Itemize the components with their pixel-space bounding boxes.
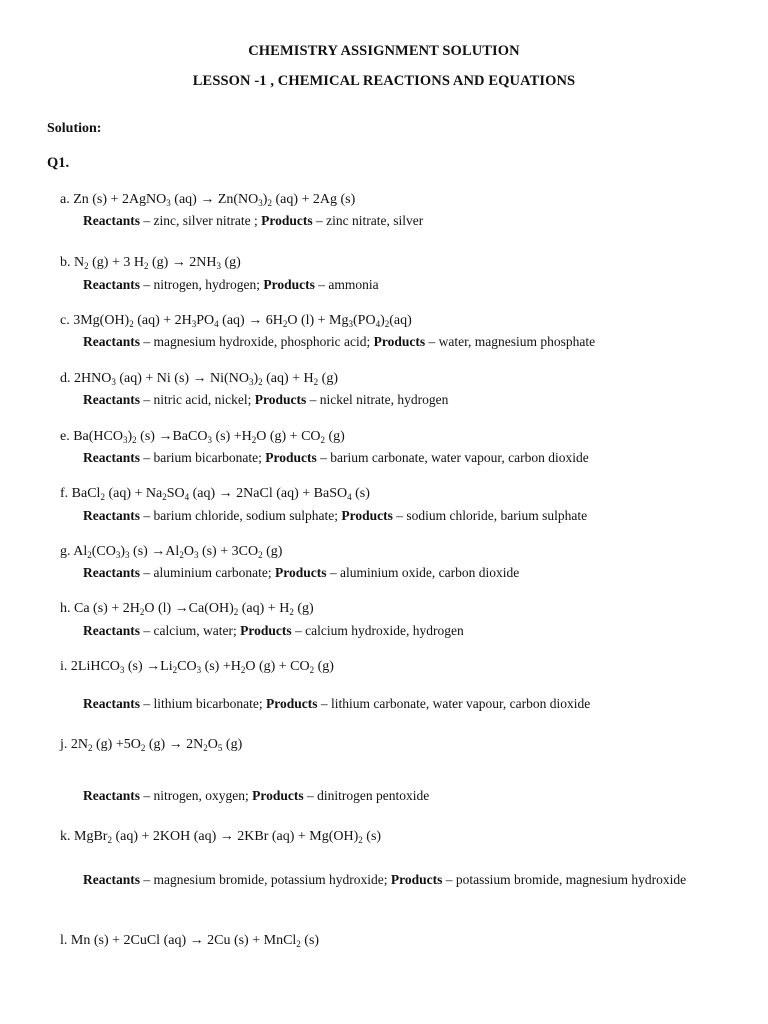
products-value: dinitrogen pentoxide (317, 788, 430, 803)
subscript: 2 (258, 550, 263, 560)
reactants-label: Reactants (83, 508, 140, 523)
chemical-equation: $N_2$ (g) + 3 $H_2$ $(g) \to 2NH_3$ (g) (74, 255, 241, 271)
subscript: 3 (119, 665, 125, 675)
reactants-label: Reactants (83, 565, 140, 580)
subscript: 3 (216, 261, 222, 271)
subscript: 2 (258, 377, 263, 387)
reactants-label: Reactants (83, 334, 140, 349)
reaction-description: Reactants – barium chloride, sodium sulphate; Products – sodium chloride, barium sulphate (83, 508, 588, 523)
subscript: 3 (348, 319, 353, 329)
item-marker: h. (60, 601, 74, 616)
subscript: 3 (166, 198, 171, 208)
reactants-label: Reactants (83, 213, 140, 228)
products-label: Products (341, 508, 393, 523)
subscript: 3 (207, 435, 212, 445)
products-label: Products (254, 392, 307, 407)
subscript: 2 (129, 319, 134, 329)
item-marker: a. (60, 192, 74, 207)
subscript: 2 (320, 435, 326, 445)
subscript: 2 (240, 665, 246, 675)
equation-line (60, 371, 338, 387)
reactants-value: lithium bicarbonate; (153, 696, 266, 711)
subscript: 2 (251, 435, 257, 445)
equation-line (60, 933, 319, 949)
item-marker: f. (60, 486, 72, 501)
reactants-label: Reactants (83, 277, 140, 292)
subscript: 3 (248, 377, 254, 387)
reactants-value: nitric acid, nickel; (153, 392, 255, 407)
products-value: nickel nitrate, hydrogen (319, 392, 449, 407)
subscript: 2 (313, 377, 319, 387)
products-value: zinc nitrate, silver (326, 213, 424, 228)
products-label: Products (261, 213, 313, 228)
reactants-value: nitrogen, oxygen; (153, 788, 253, 803)
reaction-description: Reactants – nitrogen, oxygen; Products – dinitrogen pentoxide (83, 788, 430, 803)
reactants-value: magnesium bromide, potassium hydroxide; (153, 872, 391, 887)
subscript: 2 (139, 607, 145, 617)
subscript: 2 (296, 939, 301, 949)
subscript: 2 (172, 665, 178, 675)
reactants-label: Reactants (83, 696, 140, 711)
document-title: CHEMISTRY ASSIGNMENT SOLUTION (248, 43, 520, 59)
reactants-label: Reactants (83, 450, 140, 465)
item-marker: l. (60, 933, 71, 948)
products-value: water, magnesium phosphate (438, 334, 596, 349)
reaction-description: Reactants – aluminium carbonate; Products – aluminium oxide, carbon dioxide (83, 565, 520, 580)
item-marker: c. (60, 313, 74, 328)
equation-line (60, 192, 355, 208)
products-label: Products (265, 696, 318, 711)
subscript: 3 (123, 435, 128, 445)
equation-line (60, 601, 314, 617)
chemical-equation: $Al_2(CO_3)_3$ $(s) \to Al_2O_3$ $(s) + 3CO_2$ (g) (73, 544, 283, 560)
subscript: 2 (88, 743, 93, 753)
products-label: Products (373, 334, 426, 349)
equation-line (60, 429, 345, 445)
chemical-equation: BaCl$_2$ $(aq) + Na_2SO_4$ (aq) → 2NaCl (aq) + BaSO$_4$ (s) (71, 486, 370, 502)
products-value: lithium carbonate, water vapour, carbon dioxide (331, 696, 591, 711)
reactants-value: aluminium carbonate; (153, 565, 275, 580)
item-marker: b. (60, 255, 74, 270)
chemical-equation: $2N_2$ $(g) +5O_2$ $(g) \to 2N_2O_5$ (g) (70, 737, 243, 753)
subscript: 2 (358, 835, 363, 845)
subscript: 2 (143, 261, 149, 271)
reaction-description: Reactants – barium bicarbonate; Products – barium carbonate, water vapour, carbon dioxide (83, 450, 589, 465)
chemical-equation: $Ba(HCO_3)_2$ (s) →BaCO$_3$ $(s) +H_2O$ $(g) + CO_2$ (g) (73, 429, 345, 445)
reactants-label: Reactants (83, 788, 140, 803)
subscript: 2 (384, 319, 390, 329)
reactants-label: Reactants (83, 392, 140, 407)
subscript: 3 (258, 198, 263, 208)
products-label: Products (240, 623, 292, 638)
subscript: 2 (100, 492, 105, 502)
subscript: 2 (233, 607, 239, 617)
item-marker: j. (60, 737, 71, 752)
reaction-description: Reactants – magnesium bromide, potassium hydroxide; Products – potassium bromide, magnesium hydroxide (83, 872, 687, 887)
subscript: 2 (140, 743, 146, 753)
products-label: Products (274, 565, 327, 580)
reactants-value: nitrogen, hydrogen; (153, 277, 264, 292)
reaction-description: Reactants – calcium, water; Products – calcium hydroxide, hydrogen (83, 623, 464, 638)
subscript: 4 (375, 319, 381, 329)
chemical-equation: MgBr$_2$ (aq) + 2KOH (aq) → 2KBr $(aq) + Mg(OH)_2$ (s) (74, 829, 382, 845)
chemical-equation: $2HNO_3$ (aq) + Ni $(s) \to Ni(NO_3)_2$ $(aq) + H_2$ (g) (74, 371, 338, 387)
item-marker: g. (60, 544, 74, 559)
solution-label: Solution: (47, 121, 102, 136)
subscript: 5 (217, 743, 223, 753)
products-label: Products (252, 788, 304, 803)
reactants-value: barium bicarbonate; (153, 450, 266, 465)
equation-line (60, 313, 412, 329)
chemical-equation: Ca $(s) + 2H_2O$ $(l) \to Ca(OH)_2$ $(aq) + H_2$ (g) (74, 601, 314, 617)
lesson-heading: LESSON -1 , CHEMICAL REACTIONS AND EQUATIONS (192, 73, 576, 89)
chemical-equation: 2LiHCO$_3$ $(s) \to Li_2CO_3$ $(s) +H_2O$ $(g) + CO_2$ (g) (70, 659, 334, 675)
products-value: sodium chloride, barium sulphate (406, 508, 588, 523)
reaction-description: Reactants – zinc, silver nitrate ; Products – zinc nitrate, silver (83, 213, 424, 228)
products-value: aluminium oxide, carbon dioxide (339, 565, 520, 580)
subscript: 2 (84, 261, 89, 271)
subscript: 2 (87, 550, 92, 560)
reactants-value: calcium, water; (153, 623, 241, 638)
reaction-description: Reactants – lithium bicarbonate; Products – lithium carbonate, water vapour, carbon dioxide (83, 696, 591, 711)
reactants-value: zinc, silver nitrate ; (153, 213, 262, 228)
products-value: ammonia (328, 277, 379, 292)
equation-line (60, 544, 282, 560)
subscript: 3 (111, 377, 116, 387)
subscript: 3 (125, 550, 130, 560)
item-marker: k. (60, 829, 74, 844)
subscript: 2 (309, 665, 315, 675)
products-label: Products (265, 450, 317, 465)
subscript: 2 (107, 835, 112, 845)
reactants-label: Reactants (83, 872, 140, 887)
subscript: 4 (184, 492, 190, 502)
products-label: Products (263, 277, 315, 292)
reactants-value: barium chloride, sodium sulphate; (153, 508, 342, 523)
subscript: 4 (214, 319, 219, 329)
products-label: Products (390, 872, 443, 887)
reaction-description: Reactants – nitrogen, hydrogen; Products – ammonia (83, 277, 379, 292)
chemical-equation: Zn (s) + 2AgNO$_3$ $(aq) \to Zn(NO_3)_2$ (aq) + 2Ag (s) (73, 192, 356, 208)
subscript: 2 (267, 198, 272, 208)
reaction-description: Reactants – magnesium hydroxide, phosphoric acid; Products – water, magnesium phosphate (83, 334, 596, 349)
subscript: 3 (191, 319, 197, 329)
equation-line (60, 255, 241, 271)
equation-line (60, 486, 370, 502)
item-marker: i. (60, 659, 71, 674)
reactants-label: Reactants (83, 623, 140, 638)
subscript: 2 (282, 319, 288, 329)
subscript: 4 (347, 492, 352, 502)
equation-line (60, 737, 242, 753)
item-marker: e. (60, 429, 74, 444)
equation-line (60, 829, 381, 845)
subscript: 3 (193, 550, 199, 560)
reactants-value: magnesium hydroxide, phosphoric acid; (153, 334, 374, 349)
subscript: 2 (289, 607, 294, 617)
subscript: 2 (162, 492, 167, 502)
products-value: potassium bromide, magnesium hydroxide (455, 872, 687, 887)
products-value: calcium hydroxide, hydrogen (305, 623, 464, 638)
reaction-description: Reactants – nitric acid, nickel; Products – nickel nitrate, hydrogen (83, 392, 449, 407)
subscript: 3 (115, 550, 121, 560)
subscript: 3 (196, 665, 202, 675)
chemical-equation: $3Mg(OH)_2$ $(aq) + 2H_3PO_4$ $(aq) \to 6H_2O$ $(l) + Mg_3(PO_4)_2(aq)$ (73, 313, 412, 329)
equation-line (60, 659, 334, 675)
subscript: 2 (203, 743, 208, 753)
chemical-equation: Mn (s) + 2CuCl (aq) → 2Cu (s) + MnCl$_2$ (s) (70, 933, 320, 949)
question-label: Q1. (47, 155, 70, 171)
products-value: barium carbonate, water vapour, carbon dioxide (330, 450, 589, 465)
item-marker: d. (60, 371, 74, 386)
subscript: 2 (179, 550, 184, 560)
subscript: 2 (132, 435, 137, 445)
